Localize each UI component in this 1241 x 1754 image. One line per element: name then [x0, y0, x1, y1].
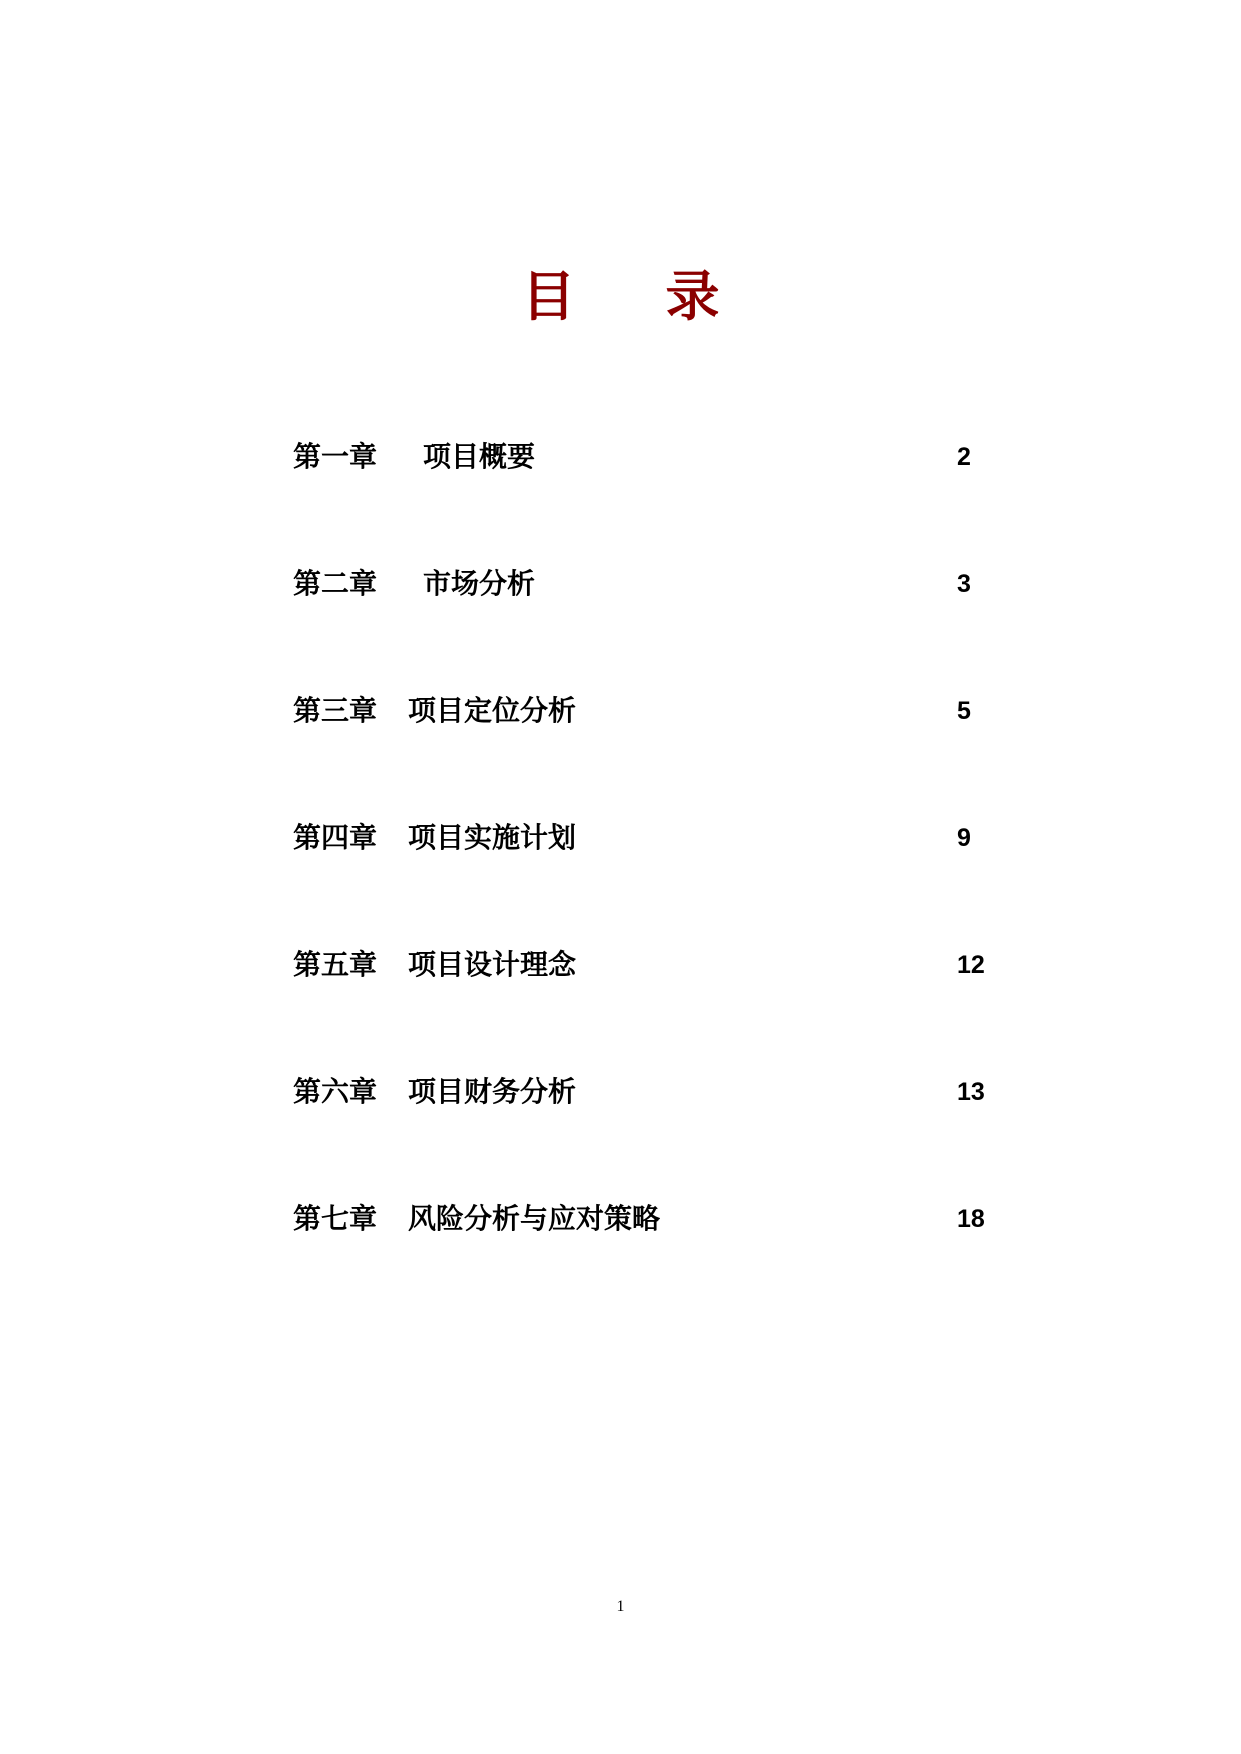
toc-leader-dots [583, 437, 931, 477]
toc-leader-dots [613, 945, 931, 985]
toc-chapter-label: 第六章 [293, 1075, 378, 1108]
toc-chapter-label: 第三章 [293, 694, 378, 727]
toc-chapter-title: 项目概要 [423, 440, 536, 473]
toc-chapter-label: 第七章 [293, 1202, 378, 1235]
toc-page-number: 5 [957, 697, 971, 725]
toc-chapter-label: 第四章 [293, 821, 378, 854]
toc-chapter-title: 项目财务分析 [408, 1075, 577, 1108]
toc-chapter-label: 第二章 [293, 567, 378, 600]
toc-chapter-label: 第一章 [293, 440, 378, 473]
toc-chapter-title: 风险分析与应对策略 [408, 1202, 661, 1235]
toc-chapter-label: 第五章 [293, 948, 378, 981]
toc-chapter-title: 项目实施计划 [408, 821, 577, 854]
toc-leader-dots [613, 1072, 931, 1112]
footer-page-number: 1 [616, 1598, 625, 1615]
toc-chapter-title: 项目定位分析 [408, 694, 577, 727]
toc-page-number: 13 [957, 1078, 985, 1106]
toc-leader-dots [701, 1199, 931, 1239]
toc-leader-dots [613, 691, 931, 731]
toc-page-number: 12 [957, 951, 985, 979]
toc-chapter-title: 市场分析 [423, 567, 536, 600]
toc-page-number: 9 [957, 824, 971, 852]
toc-page-number: 18 [957, 1205, 985, 1233]
toc-page-number: 2 [957, 443, 971, 471]
toc-chapter-title: 项目设计理念 [408, 948, 577, 981]
toc-heading: 目录 [521, 265, 810, 328]
toc-leader-dots [583, 564, 931, 604]
toc-leader-dots [613, 818, 931, 858]
toc-page-number: 3 [957, 570, 971, 598]
